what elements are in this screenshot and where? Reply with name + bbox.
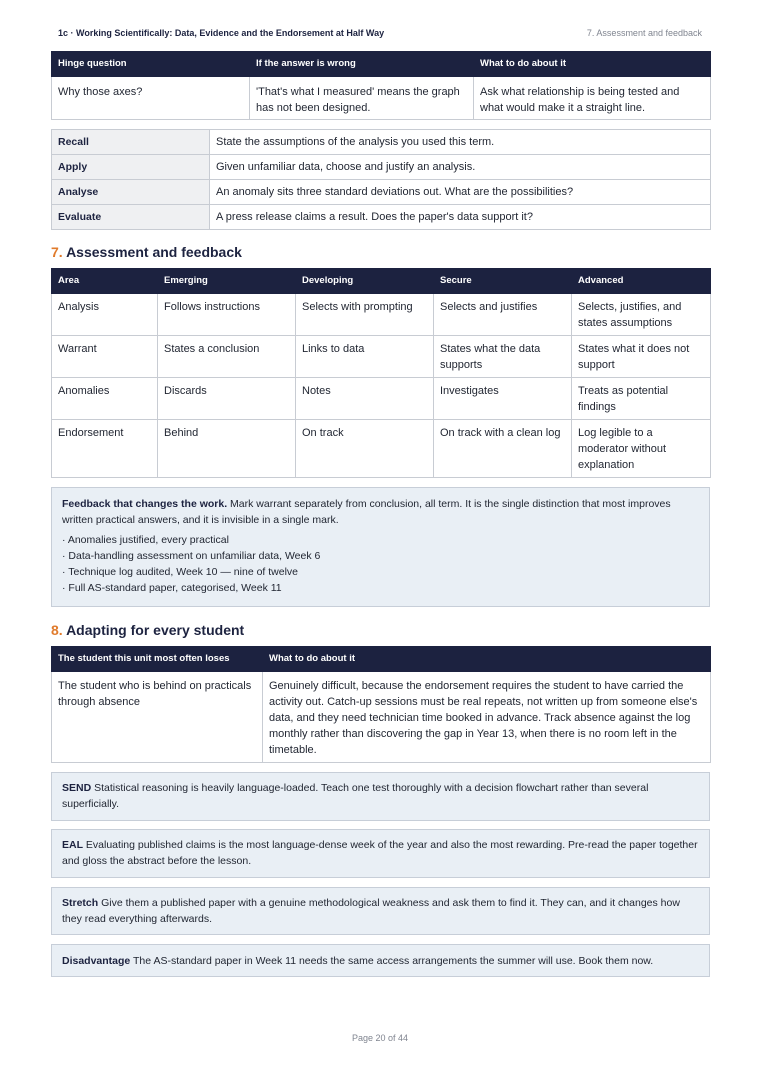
page-header: [58, 28, 702, 42]
table-row: [52, 180, 711, 205]
stretch-callout: [51, 887, 710, 935]
table-cell: States what the data supports: [434, 336, 572, 378]
callout-text: Give them a published paper with a genuine methodological weakness and ask them to find it. They can, and it changes how they read everything afterwards.: [62, 897, 680, 925]
callout-text: The AS-standard paper in Week 11 needs the same access arrangements the summer will use. Book them now.: [130, 955, 654, 967]
table-row: [52, 130, 711, 155]
table-cell: Genuinely difficult, because the endorsement requires the student to have carried the activity out. Catch-up sessions must be real repeats, not written up from someone else's data, and they need technician time booked in advance. Track absence against the log monthly rather than discovering the gap in Year 13, when there is no room left in the timetable.: [263, 672, 711, 763]
level-question: A press release claims a result. Does the paper's data support it?: [210, 205, 711, 230]
question-ladder-table: [51, 129, 711, 230]
table-cell: Ask what relationship is being tested and what would make it a straight line.: [474, 77, 711, 120]
callout-label: SEND: [62, 782, 92, 794]
level-label: Apply: [52, 155, 210, 180]
callout-label: Stretch: [62, 897, 99, 909]
table-row: [52, 420, 711, 478]
column-header: If the answer is wrong: [250, 52, 474, 77]
table-cell: Log legible to a moderator without explanation: [572, 420, 711, 478]
table-cell: Discards: [158, 378, 296, 420]
table-row: [52, 205, 711, 230]
disadvantage-callout: [51, 944, 710, 977]
table-cell: The student who is behind on practicals through absence: [52, 672, 263, 763]
table-cell: Selects, justifies, and states assumptions: [572, 294, 711, 336]
table-cell: Why those axes?: [52, 77, 250, 120]
table-row: [52, 378, 711, 420]
callout-label: Disadvantage: [62, 955, 131, 967]
table-row: [52, 77, 711, 120]
table-cell: Analysis: [52, 294, 158, 336]
hinge-question-table: [51, 51, 711, 120]
table-cell: Warrant: [52, 336, 158, 378]
table-header-row: [52, 647, 711, 672]
table-cell: On track with a clean log: [434, 420, 572, 478]
table-cell: Selects and justifies: [434, 294, 572, 336]
table-cell: Treats as potential findings: [572, 378, 711, 420]
section-number: 8.: [51, 622, 63, 638]
column-header: Developing: [296, 269, 434, 294]
feedback-list: [62, 532, 699, 596]
list-item: · Data-handling assessment on unfamiliar data, Week 6: [62, 550, 321, 562]
table-cell: 'That's what I measured' means the graph has not been designed.: [250, 77, 474, 120]
level-question: Given unfamiliar data, choose and justify an analysis.: [210, 155, 711, 180]
feedback-text: Mark warrant separately from conclusion, all term. It is the single distinction that most improves written practical answers, and it is invisible in a single mark.: [62, 498, 671, 526]
column-header: What to do about it: [263, 647, 711, 672]
level-label: Evaluate: [52, 205, 210, 230]
table-row: [52, 672, 711, 763]
table-header-row: [52, 269, 711, 294]
list-item: · Anomalies justified, every practical: [62, 534, 229, 546]
table-cell: Anomalies: [52, 378, 158, 420]
section-heading-adapting: [51, 622, 244, 638]
table-cell: States what it does not support: [572, 336, 711, 378]
level-question: An anomaly sits three standard deviations out. What are the possibilities?: [210, 180, 711, 205]
table-cell: Endorsement: [52, 420, 158, 478]
table-cell: States a conclusion: [158, 336, 296, 378]
table-cell: Links to data: [296, 336, 434, 378]
column-header: Secure: [434, 269, 572, 294]
section-title: Adapting for every student: [66, 622, 245, 638]
feedback-paragraph: [62, 496, 699, 528]
header-document-title: 1c · Working Scientifically: Data, Evidence and the Endorsement at Half Way: [58, 28, 385, 38]
table-cell: Follows instructions: [158, 294, 296, 336]
send-callout: [51, 772, 710, 821]
table-row: [52, 336, 711, 378]
feedback-lead: Feedback that changes the work.: [62, 498, 228, 510]
section-heading-assessment: [51, 244, 242, 260]
level-label: Recall: [52, 130, 210, 155]
list-item: · Technique log audited, Week 10 — nine of twelve: [62, 566, 299, 578]
column-header: Hinge question: [52, 52, 250, 77]
header-section-title: 7. Assessment and feedback: [586, 28, 702, 38]
column-header: Area: [52, 269, 158, 294]
level-question: State the assumptions of the analysis you used this term.: [210, 130, 711, 155]
callout-text: Evaluating published claims is the most language-dense week of the year and also the most rewarding. Pre-read the paper together and gloss the abstract before the lesson.: [62, 839, 698, 867]
table-cell: Behind: [158, 420, 296, 478]
column-header: What to do about it: [474, 52, 711, 77]
callout-text: Statistical reasoning is heavily language-loaded. Teach one test thoroughly with a decision flowchart rather than several superficially.: [62, 782, 649, 810]
table-row: [52, 155, 711, 180]
column-header: Advanced: [572, 269, 711, 294]
assessment-rubric-table: [51, 268, 711, 478]
eal-callout: [51, 829, 710, 878]
table-cell: On track: [296, 420, 434, 478]
table-row: [52, 294, 711, 336]
section-number: 7.: [51, 244, 63, 260]
list-item: · Full AS-standard paper, categorised, Week 11: [62, 582, 282, 594]
column-header: The student this unit most often loses: [52, 647, 263, 672]
callout-label: EAL: [62, 839, 83, 851]
column-header: Emerging: [158, 269, 296, 294]
page-number: Page 20 of 44: [351, 1033, 409, 1043]
level-label: Analyse: [52, 180, 210, 205]
table-header-row: [52, 52, 711, 77]
section-title: Assessment and feedback: [66, 244, 242, 260]
adapting-table: [51, 646, 711, 763]
feedback-callout: [51, 487, 710, 607]
table-cell: Notes: [296, 378, 434, 420]
table-cell: Selects with prompting: [296, 294, 434, 336]
table-cell: Investigates: [434, 378, 572, 420]
